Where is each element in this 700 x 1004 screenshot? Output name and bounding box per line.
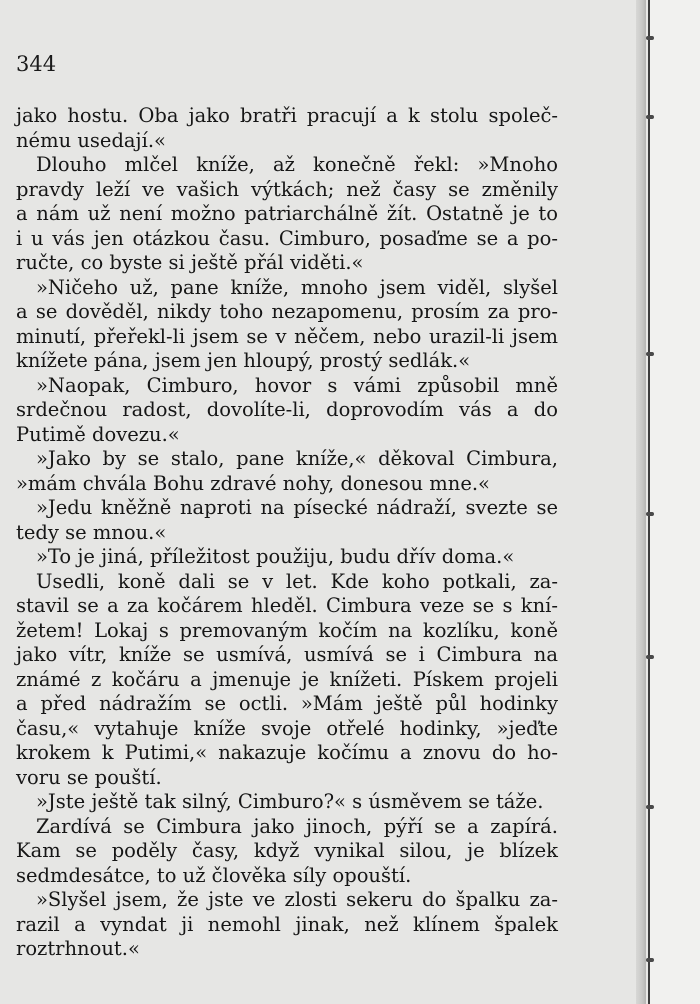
text-line: pravdy leží ve vašich výtkách; než časy se změnily [16,177,558,201]
text-line: známé z kočáru a jmenuje je knížeti. Pískem projeli [16,667,558,691]
text-line: »mám chvála Bohu zdravé nohy, donesou mne.« [16,471,490,495]
text-line: »Naopak, Cimburo, hovor s vámi způsobil mně [36,373,558,397]
binding-thread [646,115,654,119]
binding-thread [646,655,654,659]
text-line: jako vítr, kníže se usmívá, usmívá se i Cimbura na [16,643,558,666]
text-line: Putimě dovezu.« [16,422,180,446]
binding-thread [646,352,654,356]
text-line: »Jedu kněžně naproti na písecké nádraží, svezte se [36,496,558,519]
text-line: tedy se mnou.« [16,520,167,544]
text-line: minutí, přeřekl-li jsem se v něčem, nebo urazil-li jsem [16,324,558,348]
text-line: času,« vytahuje kníže svoje otřelé hodinky, »jeďte [16,716,558,740]
page-number: 344 [16,52,57,76]
text-line: jako hostu. Oba jako bratři pracují a k stolu společ- [16,104,558,127]
text-line: i u vás jen otázkou času. Cimburo, posaďme se a po- [16,226,558,250]
adjacent-page-edge [650,0,700,1004]
text-line: a před nádražím se octli. »Mám ještě půl hodinky [16,692,558,715]
text-line: sedmdesátce, to už člověka síly opouští. [16,863,412,887]
binding-thread [646,958,654,962]
text-line: »Slyšel jsem, že jste ve zlosti sekeru do špalku za- [36,888,558,911]
text-line: a se dověděl, nikdy toho nezapomenu, prosím za pro- [16,300,558,323]
text-line: žetem! Lokaj s premovaným kočím na kozlíku, koně [16,618,558,642]
text-line: »To je jiná, příležitost použiju, budu dřív doma.« [36,545,515,568]
body-text [16,104,558,962]
text-line: Dlouho mlčel kníže, až konečně řekl: »Mnoho [36,153,558,176]
text-line: ručte, co byste si ještě přál viděti.« [16,251,364,274]
text-line: krokem k Putimi,« nakazuje kočímu a znovu do ho- [16,741,558,764]
binding-thread [646,36,654,40]
text-line: voru se pouští. [16,765,162,789]
text-line: srdečnou radost, dovolíte-li, doprovodím vás a do [16,398,558,421]
text-line: Usedli, koně dali se v let. Kde koho potkali, za- [36,569,558,593]
text-line: stavil se a za kočárem hleděl. Cimbura veze se s kní- [16,594,558,617]
text-line: roztrhnout.« [16,937,140,960]
text-line: knížete pána, jsem jen hloupý, prostý sedlák.« [16,349,471,372]
text-line: razil a vyndat ji nemohl jinak, než klínem špalek [16,912,558,936]
text-line: »Jako by se stalo, pane kníže,« děkoval Cimbura, [36,447,558,470]
text-line: Kam se poděly časy, když vynikal silou, je blízek [16,839,558,862]
binding-thread [646,512,654,516]
text-line: »Jste ještě tak silný, Cimburo?« s úsměvem se táže. [36,790,544,813]
text-line: Zardívá se Cimbura jako jinoch, pýří se a zapírá. [36,814,558,838]
binding-thread [646,805,654,809]
text-line: nému usedají.« [16,128,166,152]
text-line: a nám už není možno patriarchálně žít. Ostatně je to [16,202,558,225]
page-gutter-shadow [636,0,646,1004]
text-line: »Ničeho už, pane kníže, mnoho jsem viděl, slyšel [36,275,558,299]
